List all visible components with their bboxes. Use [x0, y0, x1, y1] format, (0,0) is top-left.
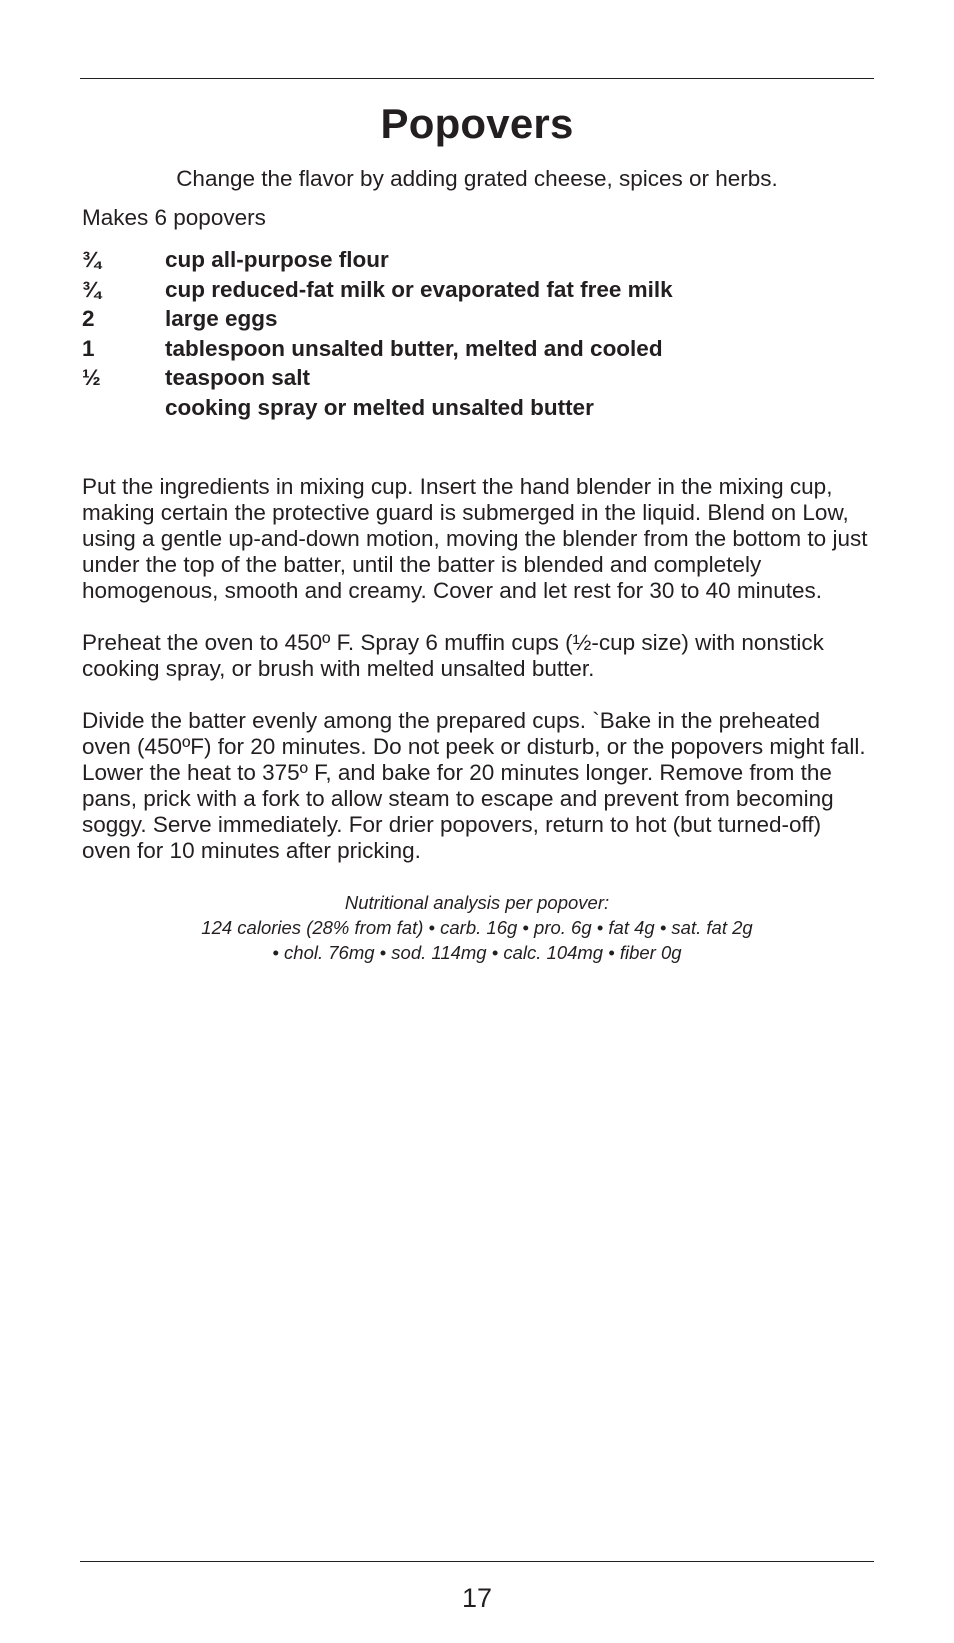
ingredient-row	[82, 363, 872, 393]
ingredient-name: cooking spray or melted unsalted butter	[165, 394, 594, 420]
ingredient-name: cup reduced-fat milk or evaporated fat free milk	[165, 276, 673, 302]
nutrition-line: 124 calories (28% from fat) • carb. 16g • pro. 6g • fat 4g • sat. fat 2g	[201, 917, 753, 938]
ingredient-name: teaspoon salt	[165, 365, 311, 390]
recipe-intro: Change the flavor by adding grated cheese, spices or herbs.	[176, 166, 778, 191]
recipe-title: Popovers	[380, 100, 574, 147]
instruction-step: Put the ingredients in mixing cup. Insert the hand blender in the mixing cup, making certain the protective guard is submerged in the liquid. Blend on Low, using a gentle up-and-down motion, moving the blender from the bottom to just under the top of the batter, until the batter is blended and completely homogenous, smooth and creamy. Cover and let rest for 30 to 40 minutes.	[82, 474, 868, 603]
ingredient-quantity: ¾	[82, 247, 101, 272]
bottom-rule	[80, 1561, 874, 1562]
recipe-page	[82, 96, 872, 965]
ingredient-row	[82, 245, 872, 275]
ingredient-quantity: ½	[82, 365, 101, 390]
ingredient-name: tablespoon unsalted butter, melted and cooled	[165, 335, 663, 361]
nutrition-info	[82, 890, 872, 965]
ingredient-name: cup all-purpose flour	[165, 247, 389, 272]
ingredient-name: large eggs	[165, 306, 278, 331]
ingredient-list	[82, 245, 872, 422]
ingredient-quantity: 2	[82, 306, 95, 331]
recipe-yield: Makes 6 popovers	[82, 205, 266, 230]
ingredient-row	[82, 334, 872, 364]
nutrition-heading: Nutritional analysis per popover:	[344, 892, 610, 913]
instruction-step: Preheat the oven to 450º F. Spray 6 muffin cups (½-cup size) with nonstick cooking spray, or brush with melted unsalted butter.	[82, 630, 824, 681]
ingredient-quantity: 1	[82, 335, 95, 361]
ingredient-quantity: ¾	[82, 276, 101, 302]
page-number: 17	[461, 1583, 493, 1613]
nutrition-line: • chol. 76mg • sod. 114mg • calc. 104mg • fiber 0g	[272, 942, 682, 963]
ingredient-quantity	[82, 393, 165, 423]
instruction-step: Divide the batter evenly among the prepared cups. `Bake in the preheated oven (450ºF) for 20 minutes. Do not peek or disturb, or the popovers might fall. Lower the heat to 375º F, and bake for 20 minutes longer. Remove from the pans, prick with a fork to allow steam to escape and prevent from becoming soggy. Serve immediately. For drier popovers, return to hot (but turned-off) oven for 10 minutes after pricking.	[82, 708, 866, 863]
ingredient-row	[82, 275, 872, 305]
top-rule	[80, 78, 874, 79]
ingredient-row	[82, 304, 872, 334]
ingredient-row	[82, 393, 872, 423]
